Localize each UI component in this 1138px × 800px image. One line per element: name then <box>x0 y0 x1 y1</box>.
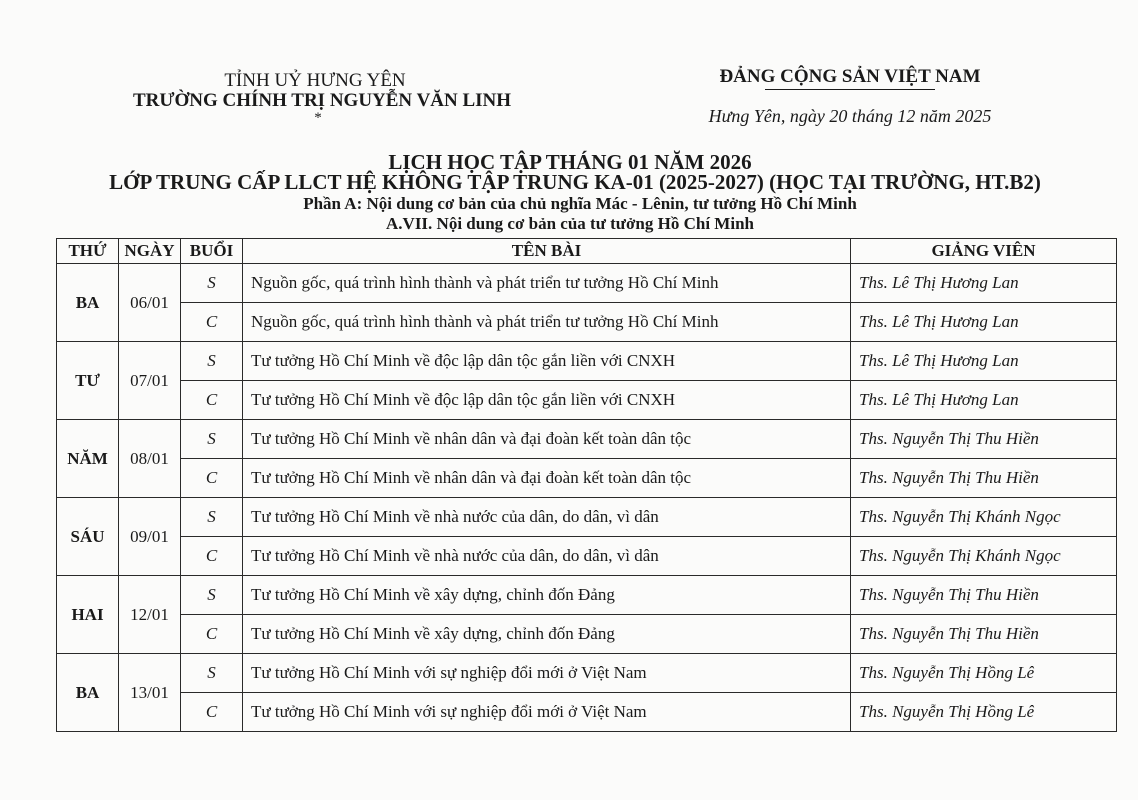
cell-ngay: 09/01 <box>119 498 181 576</box>
cell-buoi: S <box>181 576 243 615</box>
table-row <box>57 420 1117 459</box>
class-title: LỚP TRUNG CẤP LLCT HỆ KHÔNG TẬP TRUNG KA-01 (2025-2027) (HỌC TẠI TRƯỜNG, HT.B2) <box>109 170 1041 194</box>
cell-thu: BA <box>57 264 119 342</box>
header-thu: THỨ <box>57 239 119 264</box>
table-row <box>57 498 1117 537</box>
table-row <box>57 576 1117 615</box>
cell-ten-bai: Tư tưởng Hồ Chí Minh với sự nghiệp đổi mới ở Việt Nam <box>243 654 851 693</box>
cell-ngay: 07/01 <box>119 342 181 420</box>
cell-ten-bai: Tư tưởng Hồ Chí Minh về độc lập dân tộc gắn liền với CNXH <box>243 342 851 381</box>
document-date: Hưng Yên, ngày 20 tháng 12 năm 2025 <box>708 106 992 126</box>
cell-giang-vien: Ths. Nguyễn Thị Thu Hiền <box>851 615 1117 654</box>
cell-ten-bai: Tư tưởng Hồ Chí Minh về nhân dân và đại đoàn kết toàn dân tộc <box>243 420 851 459</box>
cell-buoi: C <box>181 537 243 576</box>
cell-ten-bai: Tư tưởng Hồ Chí Minh về xây dựng, chỉnh đốn Đảng <box>243 615 851 654</box>
table-row <box>57 381 1117 420</box>
cell-giang-vien: Ths. Nguyễn Thị Thu Hiền <box>851 576 1117 615</box>
table-row <box>57 264 1117 303</box>
cell-buoi: C <box>181 303 243 342</box>
cell-thu: SÁU <box>57 498 119 576</box>
cell-thu: NĂM <box>57 420 119 498</box>
schedule-title: LỊCH HỌC TẬP THÁNG 01 NĂM 2026 <box>388 150 752 174</box>
party-name-underline <box>765 89 935 90</box>
cell-giang-vien: Ths. Nguyễn Thị Thu Hiền <box>851 420 1117 459</box>
cell-thu: HAI <box>57 576 119 654</box>
header-giang-vien: GIẢNG VIÊN <box>851 239 1117 264</box>
cell-ngay: 12/01 <box>119 576 181 654</box>
party-name: ĐẢNG CỘNG SẢN VIỆT NAM <box>719 66 981 87</box>
cell-ten-bai: Tư tưởng Hồ Chí Minh về độc lập dân tộc gắn liền với CNXH <box>243 381 851 420</box>
cell-buoi: S <box>181 498 243 537</box>
cell-ten-bai: Tư tưởng Hồ Chí Minh với sự nghiệp đổi mới ở Việt Nam <box>243 693 851 732</box>
cell-ten-bai: Tư tưởng Hồ Chí Minh về nhà nước của dân, do dân, vì dân <box>243 537 851 576</box>
cell-giang-vien: Ths. Lê Thị Hương Lan <box>851 381 1117 420</box>
table-row <box>57 693 1117 732</box>
cell-buoi: C <box>181 615 243 654</box>
cell-giang-vien: Ths. Lê Thị Hương Lan <box>851 342 1117 381</box>
header-buoi: BUỔI <box>181 239 243 264</box>
cell-buoi: S <box>181 342 243 381</box>
part-title: Phần A: Nội dung cơ bản của chủ nghĩa Mác - Lênin, tư tưởng Hồ Chí Minh <box>303 194 857 213</box>
cell-buoi: S <box>181 264 243 303</box>
section-title: A.VII. Nội dung cơ bản của tư tưởng Hồ Chí Minh <box>386 214 754 233</box>
cell-buoi: S <box>181 420 243 459</box>
cell-ngay: 08/01 <box>119 420 181 498</box>
table-row <box>57 654 1117 693</box>
table-row <box>57 537 1117 576</box>
cell-giang-vien: Ths. Nguyễn Thị Khánh Ngọc <box>851 498 1117 537</box>
cell-giang-vien: Ths. Nguyễn Thị Hồng Lê <box>851 693 1117 732</box>
cell-ngay: 06/01 <box>119 264 181 342</box>
cell-giang-vien: Ths. Nguyễn Thị Khánh Ngọc <box>851 537 1117 576</box>
cell-giang-vien: Ths. Lê Thị Hương Lan <box>851 264 1117 303</box>
table-header-row <box>57 239 1117 264</box>
header-ten-bai: TÊN BÀI <box>243 239 851 264</box>
table-row <box>57 342 1117 381</box>
header-ngay: NGÀY <box>119 239 181 264</box>
cell-giang-vien: Ths. Lê Thị Hương Lan <box>851 303 1117 342</box>
header-star: * <box>314 110 322 126</box>
table-row <box>57 459 1117 498</box>
cell-ngay: 13/01 <box>119 654 181 732</box>
schedule-table <box>56 238 1117 732</box>
cell-buoi: S <box>181 654 243 693</box>
cell-ten-bai: Tư tưởng Hồ Chí Minh về nhân dân và đại đoàn kết toàn dân tộc <box>243 459 851 498</box>
cell-buoi: C <box>181 693 243 732</box>
cell-ten-bai: Tư tưởng Hồ Chí Minh về xây dựng, chỉnh đốn Đảng <box>243 576 851 615</box>
cell-thu: TƯ <box>57 342 119 420</box>
cell-ten-bai: Nguồn gốc, quá trình hình thành và phát triển tư tưởng Hồ Chí Minh <box>243 264 851 303</box>
cell-giang-vien: Ths. Nguyễn Thị Thu Hiền <box>851 459 1117 498</box>
cell-buoi: C <box>181 459 243 498</box>
cell-giang-vien: Ths. Nguyễn Thị Hồng Lê <box>851 654 1117 693</box>
cell-buoi: C <box>181 381 243 420</box>
schedule-body <box>57 264 1117 732</box>
school-name: TRƯỜNG CHÍNH TRỊ NGUYỄN VĂN LINH <box>132 90 512 111</box>
cell-thu: BA <box>57 654 119 732</box>
table-row <box>57 615 1117 654</box>
province-committee-name: TỈNH UỶ HƯNG YÊN <box>224 70 406 91</box>
cell-ten-bai: Nguồn gốc, quá trình hình thành và phát triển tư tưởng Hồ Chí Minh <box>243 303 851 342</box>
table-row <box>57 303 1117 342</box>
cell-ten-bai: Tư tưởng Hồ Chí Minh về nhà nước của dân, do dân, vì dân <box>243 498 851 537</box>
